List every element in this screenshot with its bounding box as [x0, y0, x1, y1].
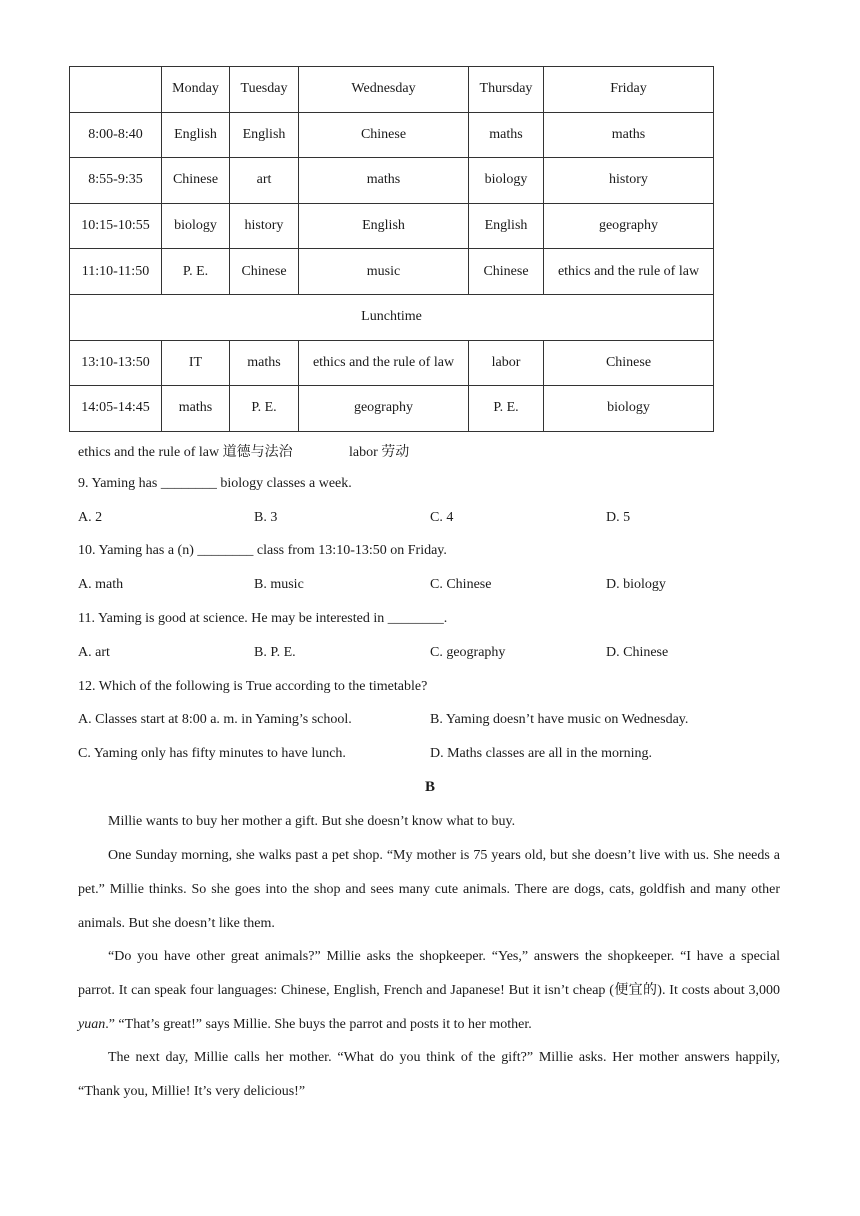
table-cell: P. E.	[162, 249, 230, 295]
q9-option-d: D. 5	[606, 510, 631, 525]
table-row	[70, 112, 714, 158]
table-cell: geography	[544, 203, 714, 249]
table-cell: P. E.	[230, 386, 299, 432]
q11-option-c: C. geography	[430, 645, 506, 660]
table-cell: English	[162, 112, 230, 158]
table-cell: maths	[299, 158, 469, 204]
table-cell: 13:10-13:50	[70, 340, 162, 386]
q12-option-b: B. Yaming doesn’t have music on Wednesday.	[430, 712, 689, 727]
q11-option-b: B. P. E.	[254, 645, 296, 660]
table-cell: Chinese	[544, 340, 714, 386]
timetable-header-row	[70, 67, 714, 113]
passage-paragraph-3	[78, 940, 780, 1042]
table-cell: maths	[544, 112, 714, 158]
table-cell: Chinese	[299, 112, 469, 158]
glossary-term-labor: labor 劳动	[349, 445, 410, 460]
lunch-cell: Lunchtime	[70, 294, 714, 340]
table-cell: history	[544, 158, 714, 204]
table-row	[70, 340, 714, 386]
table-cell: Chinese	[469, 249, 544, 295]
table-cell: IT	[162, 340, 230, 386]
q12-option-a: A. Classes start at 8:00 a. m. in Yaming’s school.	[78, 712, 352, 727]
table-row	[70, 249, 714, 295]
passage-paragraph-1: Millie wants to buy her mother a gift. But she doesn’t know what to buy.	[108, 814, 516, 829]
table-cell: music	[299, 249, 469, 295]
table-cell: Friday	[544, 67, 714, 113]
table-cell: biology	[162, 203, 230, 249]
timetable	[69, 66, 714, 432]
table-row	[70, 386, 714, 432]
table-cell: 8:00-8:40	[70, 112, 162, 158]
table-cell: biology	[469, 158, 544, 204]
passage-paragraph-4: The next day, Millie calls her mother. “What do you think of the gift?” Millie asks. Her mother answers happily, “Thank you, Millie! It’s very delicious!”	[78, 1050, 780, 1099]
table-cell: Monday	[162, 67, 230, 113]
table-cell: 11:10-11:50	[70, 249, 162, 295]
q10-option-a: A. math	[78, 577, 124, 592]
table-cell: maths	[162, 386, 230, 432]
table-cell: ethics and the rule of law	[299, 340, 469, 386]
passage-paragraph-3-part-a: “Do you have other great animals?” Millie asks the shopkeeper. “Yes,” answers the shopkeeper. “I have a special parrot. It can speak four languages: Chinese, English, French and Japanese! But it isn’t cheap (便宜的). It costs about 3,000	[78, 949, 780, 998]
table-cell: geography	[299, 386, 469, 432]
table-row	[70, 158, 714, 204]
table-cell: P. E.	[469, 386, 544, 432]
q12-option-c: C. Yaming only has fifty minutes to have lunch.	[78, 746, 346, 761]
question-10-stem: 10. Yaming has a (n) ________ class from 13:10-13:50 on Friday.	[78, 543, 447, 558]
q9-option-c: C. 4	[430, 510, 454, 525]
table-cell: Chinese	[162, 158, 230, 204]
q9-option-a: A. 2	[78, 510, 103, 525]
passage-paragraph-2: One Sunday morning, she walks past a pet shop. “My mother is 75 years old, but she doesn’t live with us. She needs a pet.” Millie thinks. So she goes into the shop and sees many cute animals. There are dogs, cats, goldfish and many other animals. But she doesn’t like them.	[78, 848, 780, 931]
table-cell: labor	[469, 340, 544, 386]
table-cell: Thursday	[469, 67, 544, 113]
passage-yuan: yuan	[78, 1017, 106, 1032]
passage-paragraph-3-part-b: .” “That’s great!” says Millie. She buys the parrot and posts it to her mother.	[105, 1017, 532, 1032]
q11-option-d: D. Chinese	[606, 645, 669, 660]
question-12-stem: 12. Which of the following is True according to the timetable?	[78, 679, 428, 694]
lunch-row	[70, 294, 714, 340]
question-11-stem: 11. Yaming is good at science. He may be interested in ________.	[78, 611, 448, 626]
glossary-term-ethics: ethics and the rule of law 道德与法治	[78, 445, 293, 460]
table-cell: history	[230, 203, 299, 249]
question-9-stem: 9. Yaming has ________ biology classes a week.	[78, 476, 352, 491]
table-cell: Tuesday	[230, 67, 299, 113]
table-cell: ethics and the rule of law	[544, 249, 714, 295]
q9-option-b: B. 3	[254, 510, 278, 525]
q10-option-b: B. music	[254, 577, 304, 592]
table-cell: Wednesday	[299, 67, 469, 113]
q12-option-d: D. Maths classes are all in the morning.	[430, 746, 653, 761]
q11-option-a: A. art	[78, 645, 110, 660]
table-cell: English	[469, 203, 544, 249]
table-cell: art	[230, 158, 299, 204]
table-cell	[70, 67, 162, 113]
table-cell: 10:15-10:55	[70, 203, 162, 249]
table-cell: 8:55-9:35	[70, 158, 162, 204]
glossary-line	[78, 441, 293, 461]
table-cell: biology	[544, 386, 714, 432]
section-b-heading: B	[424, 779, 435, 795]
table-cell: maths	[469, 112, 544, 158]
table-cell: English	[230, 112, 299, 158]
table-row	[70, 203, 714, 249]
table-cell: 14:05-14:45	[70, 386, 162, 432]
table-cell: maths	[230, 340, 299, 386]
q10-option-d: D. biology	[606, 577, 666, 592]
table-cell: Chinese	[230, 249, 299, 295]
table-cell: English	[299, 203, 469, 249]
q10-option-c: C. Chinese	[430, 577, 492, 592]
